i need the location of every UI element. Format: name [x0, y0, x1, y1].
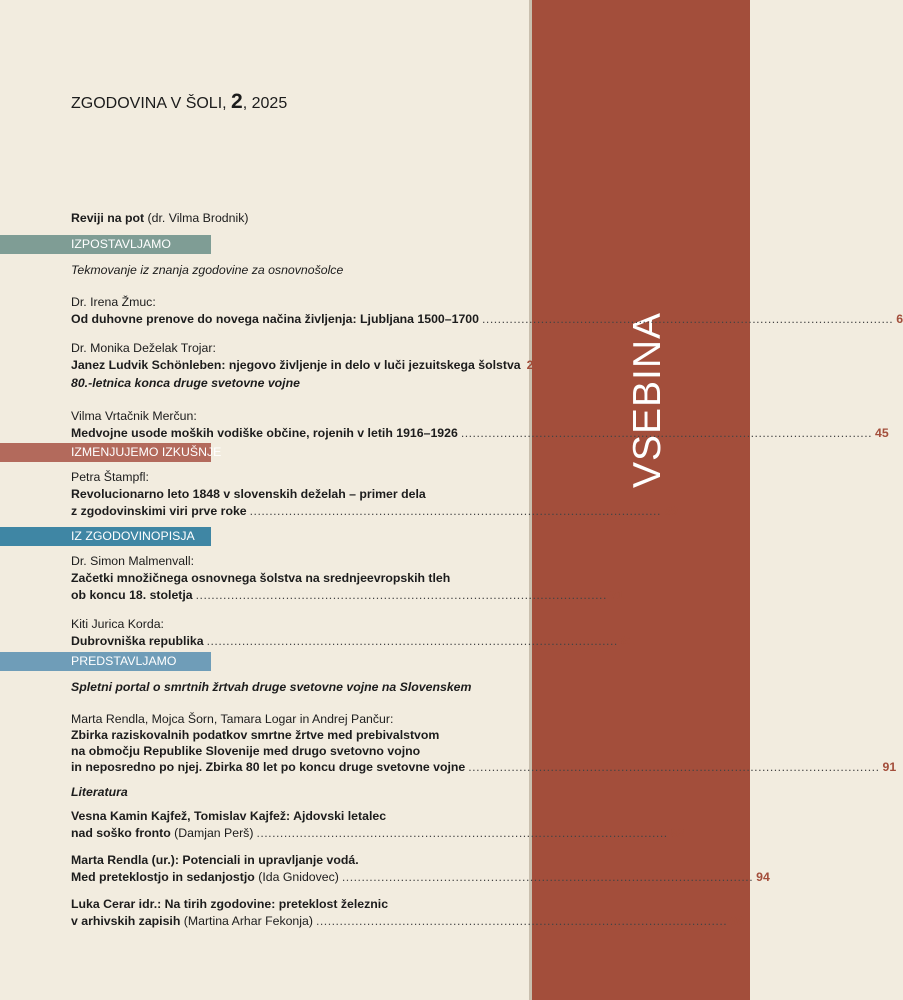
toc-author: Vilma Vrtačnik Merčun: — [71, 409, 197, 423]
page-number: 94 — [756, 870, 770, 884]
leader-dots: ......................................................................................................... — [249, 504, 661, 518]
section-band-izmenjujemo — [0, 443, 222, 462]
sidebar-title: VSEBINA — [626, 311, 669, 489]
page-number: 91 — [882, 760, 897, 774]
toc-author: Marta Rendla, Mojca Šorn, Tamara Logar in Andrej Pančur: — [71, 712, 394, 726]
toc-entry[interactable] — [71, 587, 624, 603]
entry-title-line: Revolucionarno leto 1848 v slovenskih deželah – primer dela — [71, 487, 426, 501]
toc-author: Dr. Irena Žmuc: — [71, 295, 156, 309]
toc-subheading: Literatura — [71, 785, 128, 799]
section-label: IZPOSTAVLJAMO — [71, 237, 171, 251]
toc-subheading: 80.-letnica konca druge svetovne vojne — [71, 376, 300, 390]
page-number: 6 — [896, 312, 903, 326]
toc-entry[interactable] — [71, 825, 685, 841]
toc-entry[interactable] — [71, 357, 541, 373]
toc-author: Petra Štampfl: — [71, 470, 149, 484]
reviewer: (Damjan Perš) — [170, 826, 254, 840]
section-label: PREDSTAVLJAMO — [71, 654, 177, 668]
toc-author: Dr. Monika Deželak Trojar: — [71, 341, 216, 355]
entry-title-line: Začetki množičnega osnovnega šolstva na srednjeevropskih tleh — [71, 571, 451, 585]
entry-title-line: na območju Republike Slovenije med drugo svetovno vojno — [71, 744, 421, 758]
toc-entry[interactable] — [71, 311, 903, 327]
entry-title-line: Vesna Kamin Kajfež, Tomislav Kajfež: Ajdovski letalec — [71, 809, 387, 823]
leader-dots: ......................................................................................................... — [460, 426, 873, 440]
page-number: 59 — [663, 504, 678, 518]
page-number: 45 — [875, 426, 889, 440]
toc-subheading: Spletni portal o smrtnih žrtvah druge svetovne vojne na Slovenskem — [71, 680, 472, 694]
leader-dots: ......................................................................................................... — [481, 312, 894, 326]
section-label: IZ ZGODOVINOPISJA — [71, 529, 195, 543]
section-band-iz-zgodovinopisja — [0, 527, 211, 546]
page-number: 98 — [730, 914, 744, 928]
leader-dots: ......................................................................................................... — [206, 634, 618, 648]
section-band-izpostavljamo — [0, 235, 211, 254]
entry-title-line: Zbirka raziskovalnih podatkov smrtne žrtve med prebivalstvom — [71, 728, 440, 742]
journal-header — [71, 90, 287, 114]
toc-author: Dr. Simon Malmenvall: — [71, 554, 195, 568]
toc-intro[interactable] — [71, 210, 498, 226]
leader-dots: ......................................................................................................... — [256, 826, 668, 840]
entry-title: Janez Ludvik Schönleben: njegovo življenje in delo v luči jezuitskega šolstva — [71, 358, 521, 372]
section-label: IZMENJUJEMO IZKUŠNJE — [71, 445, 222, 459]
toc-entry[interactable] — [71, 633, 635, 649]
entry-title: Medvojne usode moških vodiške občine, rojenih v letih 1916–1926 — [71, 426, 458, 440]
page-number: 92 — [670, 826, 685, 840]
journal-name: ZGODOVINA V ŠOLI, — [71, 95, 232, 112]
leader-dots: ......................................................................................................... — [468, 760, 880, 774]
reviewer: (Martina Arhar Fekonja) — [180, 914, 313, 928]
entry-title: Med preteklostjo in sedanjostjo — [71, 870, 255, 884]
toc-entry[interactable] — [71, 869, 770, 885]
leader-dots: ......................................................................................................... — [341, 870, 754, 884]
intro-title: Reviji na pot — [71, 211, 145, 225]
entry-title: Od duhovne prenove do novega načina življenja: Ljubljana 1500–1700 — [71, 312, 479, 326]
entry-title: z zgodovinskimi viri prve roke — [71, 504, 247, 518]
entry-title: ob koncu 18. stoletja — [71, 588, 193, 602]
entry-title-line: Marta Rendla (ur.): Potenciali in upravljanje vodá. — [71, 853, 359, 867]
reviewer: (Ida Gnidovec) — [254, 870, 339, 884]
issue-number: 2 — [231, 90, 243, 113]
toc-entry[interactable] — [71, 425, 889, 441]
leader-dots: ......................................................................................................... — [195, 588, 607, 602]
page-number: 81 — [620, 634, 635, 648]
toc-author: Kiti Jurica Korda: — [71, 617, 164, 631]
page-number: 25 — [526, 358, 541, 372]
toc-entry[interactable] — [71, 503, 678, 519]
intro-author: (dr. Vilma Brodnik) — [144, 211, 249, 225]
journal-year: , 2025 — [242, 95, 288, 112]
entry-title: Dubrovniška republika — [71, 634, 204, 648]
entry-title: v arhivskih zapisih — [71, 914, 181, 928]
toc-entry[interactable] — [71, 759, 897, 775]
toc-subheading: Tekmovanje iz znanja zgodovine za osnovnošolce — [71, 263, 344, 277]
leader-dots: ......................................................................................................... — [315, 914, 728, 928]
sidebar-panel — [526, 0, 750, 1000]
entry-title: nad soško fronto — [71, 826, 171, 840]
entry-title-line: Luka Cerar idr.: Na tirih zgodovine: preteklost železnic — [71, 897, 389, 911]
section-band-predstavljamo — [0, 652, 211, 671]
entry-title: in neposredno po njej. Zbirka 80 let po koncu druge svetovne vojne — [71, 760, 466, 774]
page-number: 71 — [609, 588, 624, 602]
toc-entry[interactable] — [71, 913, 744, 929]
